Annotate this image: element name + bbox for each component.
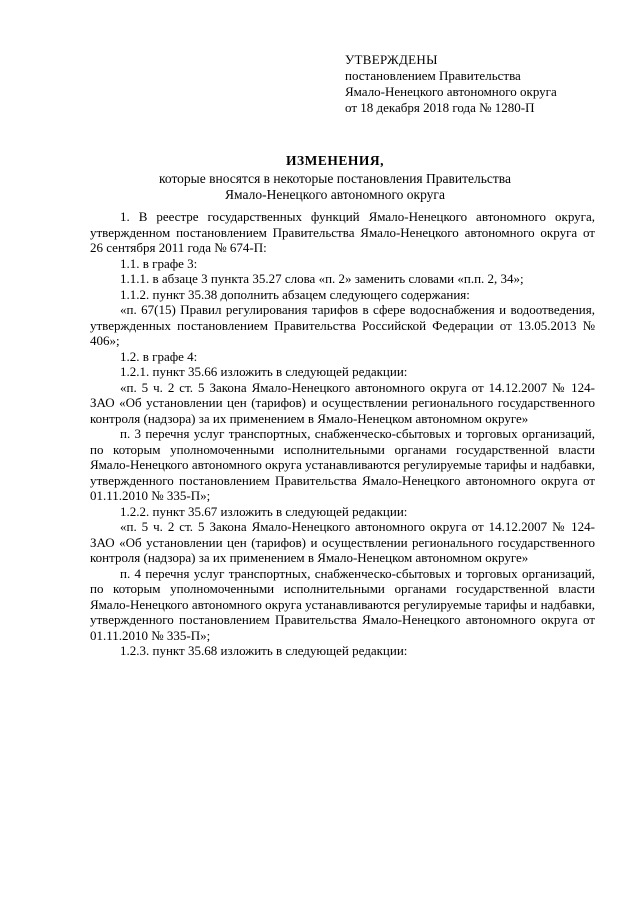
paragraph-1-2-3: 1.2.3. пункт 35.68 изложить в следующей редакции: bbox=[120, 643, 408, 658]
paragraph-1-2-2: 1.2.2. пункт 35.67 изложить в следующей редакции: bbox=[120, 503, 408, 519]
document-subtitle-line-2: Ямало-Ненецкого автономного округа bbox=[225, 187, 445, 202]
paragraph-1-2: 1.2. в графе 4: bbox=[120, 348, 198, 364]
approval-line-2: Ямало-Ненецкого автономного округа bbox=[345, 84, 557, 99]
paragraph-1-1-2: 1.1.2. пункт 35.38 дополнить абзацем следующего содержания: bbox=[120, 286, 470, 302]
paragraph-quote-law-1: «п. 5 ч. 2 ст. 5 Закона Ямало-Ненецкого автономного округа от 14.12.2007 № 124-ЗАО «Об установлении цен (тарифов) и осуществлении регионального государственного контроля (надзора) за их применением в Ямало-Ненецком автономном округе» bbox=[90, 379, 595, 426]
approval-line-1: постановлением Правительства bbox=[345, 68, 521, 83]
approval-heading: УТВЕРЖДЕНЫ bbox=[345, 52, 438, 67]
paragraph-services-list-3: п. 3 перечня услуг транспортных, снабженческо-сбытовых и торговых организаций, по которым уполномоченными исполнительными органами государственной власти Ямало-Ненецкого автономного округа устанавливаются регулируемые тарифы и надбавки, утвержденного постановлением Правительства Ямало-Ненецкого автономного округа от 01.11.2010 № 335-П»; bbox=[90, 426, 595, 503]
approval-line-3: от 18 декабря 2018 года № 1280-П bbox=[345, 100, 535, 115]
document-body bbox=[90, 209, 595, 659]
paragraph-1-1: 1.1. в графе 3: bbox=[120, 255, 198, 271]
document-title: ИЗМЕНЕНИЯ, bbox=[285, 153, 384, 168]
paragraph-1-2-1: 1.2.1. пункт 35.66 изложить в следующей редакции: bbox=[120, 364, 408, 379]
document-title-block bbox=[90, 153, 580, 203]
paragraph-quote-67-15: «п. 67(15) Правил регулирования тарифов в сфере водоснабжения и водоотведения, утвержденных постановлением Правительства Российской Федерации от 13.05.2013 № 406»; bbox=[90, 302, 595, 348]
paragraph-services-list-4: п. 4 перечня услуг транспортных, снабженческо-сбытовых и торговых организаций, по которым уполномоченными исполнительными органами государственной власти Ямало-Ненецкого автономного округа устанавливаются регулируемые тарифы и надбавки, утвержденного постановлением Правительства Ямало-Ненецкого автономного округа от 01.11.2010 № 335-П»; bbox=[90, 565, 595, 643]
approval-stamp-block bbox=[345, 52, 615, 116]
paragraph-1-1-1: 1.1.1. в абзаце 3 пункта 35.27 слова «п. 2» заменить словами «п.п. 2, 34»; bbox=[120, 271, 524, 286]
paragraph-quote-law-2: «п. 5 ч. 2 ст. 5 Закона Ямало-Ненецкого автономного округа от 14.12.2007 № 124-ЗАО «Об установлении цен (тарифов) и осуществлении регионального государственного контроля (надзора) за их применением в Ямало-Ненецком автономном округе» bbox=[90, 519, 595, 565]
document-subtitle-line-1: которые вносятся в некоторые постановления Правительства bbox=[159, 171, 511, 186]
paragraph-1: 1. В реестре государственных функций Ямало-Ненецкого автономного округа, утвержденном постановлением Правительства Ямало-Ненецкого автономного округа от 26 сентября 2011 года № 674-П: bbox=[90, 209, 595, 255]
